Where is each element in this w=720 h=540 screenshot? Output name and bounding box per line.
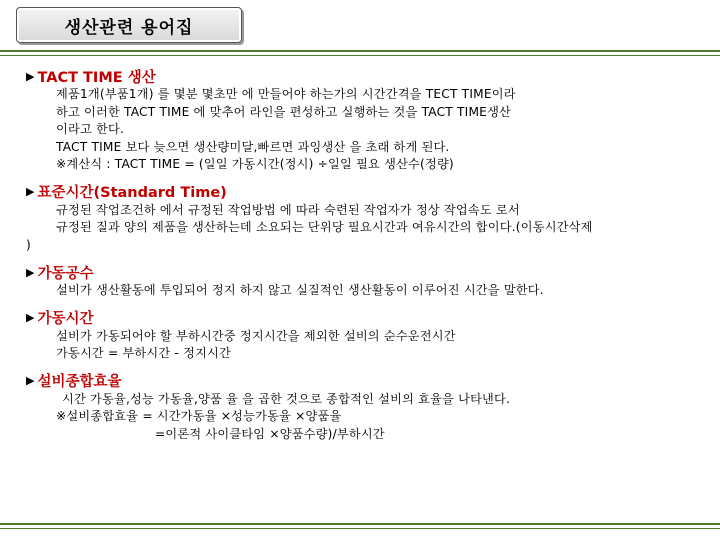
formula-line: 가동시간 = 부하시간 - 정지시간 (56, 346, 231, 360)
body-line: 이라고 한다. (56, 122, 125, 136)
triangle-bullet-icon: ▶ (26, 185, 35, 198)
body-line: 시간 가동율,성능 가동율,양품 율 을 곱한 것으로 종합적인 설비의 효율을 나타낸다. (62, 391, 511, 406)
formula-line: ※계산식 : TACT TIME = (일일 가동시간(정시) ÷일일 필요 생산수(정량) (56, 157, 454, 171)
section-standard-time (0, 182, 720, 255)
section-tact-time (0, 66, 720, 174)
body-line: ) (26, 237, 31, 252)
section-heading (0, 66, 720, 86)
section-heading (0, 308, 720, 328)
body-line: TACT TIME 보다 늦으면 생산량미달,빠르면 과잉생산 을 초래 하게 된다. (56, 139, 450, 154)
triangle-bullet-icon: ▶ (26, 311, 35, 324)
bottom-divider (0, 523, 720, 525)
bottom-divider-thin (0, 528, 720, 529)
section-heading-label: 가동공수 (37, 265, 94, 282)
formula-line: =이론적 사이클타임 ×양품수량)/부하시간 (155, 426, 385, 441)
section-heading-label: TACT TIME 생산 (37, 69, 156, 86)
triangle-bullet-icon: ▶ (26, 374, 35, 387)
section-heading (0, 371, 720, 391)
body-line: 설비가 생산활동에 투입되어 정지 하지 않고 실질적인 생산활동이 이루어진 시간을 말한다. (56, 283, 544, 297)
triangle-bullet-icon: ▶ (26, 69, 35, 83)
section-heading-label: 설비종합효율 (37, 374, 122, 390)
glossary-content (0, 66, 720, 451)
body-line: 설비가 가동되어야 할 부하시간중 정지시간을 제외한 설비의 순수운전시간 (56, 328, 456, 343)
section-oee (0, 371, 720, 444)
formula-line: ※설비종합효율 = 시간가동율 ×성능가동율 ×양품율 (56, 409, 342, 423)
section-heading (0, 182, 720, 202)
top-divider (0, 50, 720, 52)
body-line: 제품1개(부품1개) 를 몇분 몇초만 에 만들어야 하는가의 시간간격을 TECT TIME이라 (56, 87, 516, 101)
section-operating-manhours (0, 262, 720, 300)
body-line: 규정된 작업조건하 에서 규정된 작업방법 에 따라 숙련된 작업자가 정상 작업속도 로서 (56, 202, 520, 217)
section-heading-label: 표준시간(Standard Time) (37, 185, 227, 201)
top-divider-thin (0, 55, 720, 56)
page-title: 생산관련 용어집 (16, 7, 242, 43)
section-heading-label: 가동시간 (37, 311, 94, 327)
section-operating-time (0, 308, 720, 363)
body-line: 규정된 질과 양의 제품을 생산하는데 소요되는 단위당 필요시간과 여유시간의 합이다.(이동시간삭제 (56, 220, 593, 234)
body-line: 하고 이러한 TACT TIME 에 맞추어 라인을 편성하고 실행하는 것을 TACT TIME생산 (56, 104, 512, 119)
triangle-bullet-icon: ▶ (26, 265, 35, 279)
section-heading (0, 262, 720, 282)
